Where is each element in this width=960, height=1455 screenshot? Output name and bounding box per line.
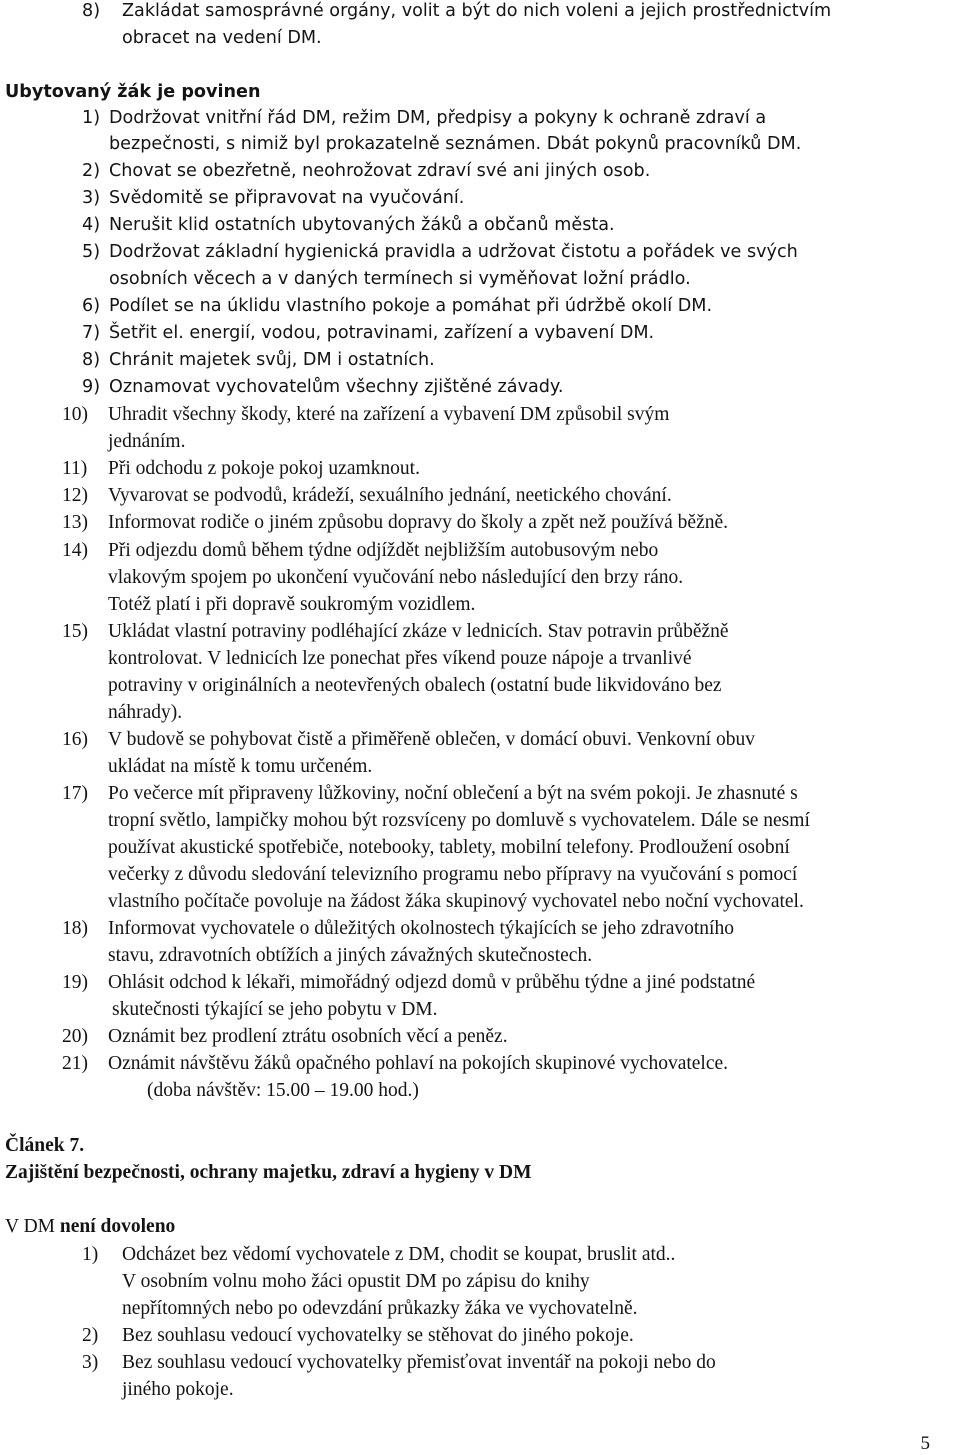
duty-line: Dodržovat vnitřní řád DM, režim DM, předpisy a pokyny k ochraně zdraví a	[109, 108, 767, 128]
duty-line: Vyvarovat se podvodů, krádeží, sexuálního jednání, neetického chování.	[108, 485, 672, 506]
duty-line: Ukládat vlastní potraviny podléhající zkáze v lednicích. Stav potravin průběžně	[108, 621, 729, 642]
duty-number: 1)	[82, 108, 101, 128]
duty-line: Šetřit el. energií, vodou, potravinami, zařízení a vybavení DM.	[109, 323, 655, 343]
duty-line: Po večerce mít připraveny lůžkoviny, noční oblečení a být na svém pokoji. Je zhasnuté s	[108, 783, 798, 804]
duty-number: 12)	[62, 485, 88, 506]
duty-line: tropní světlo, lampičky mohou být rozsvíceny po domluvě s vychovatelem. Dále se nesmí	[108, 810, 810, 831]
duty-line: večerky z důvodu sledování televizního programu nebo přípravy na vyučování s pomocí	[108, 864, 798, 885]
duty-line: Oznamovat vychovatelům všechny zjištěné závady.	[109, 377, 564, 397]
duty-number: 11)	[62, 458, 88, 479]
duty-number: 17)	[62, 783, 88, 804]
duty-number: 2)	[82, 161, 101, 181]
rule-number: 1)	[82, 1244, 99, 1265]
duty-line: Ohlásit odchod k lékaři, mimořádný odjezd domů v průběhu týdne a jiné podstatné	[108, 972, 756, 993]
duty-number: 10)	[62, 404, 88, 425]
rule-line: Bez souhlasu vedoucí vychovatelky přemisťovat inventář na pokoji nebo do	[122, 1352, 716, 1373]
top-item-line: obracet na vedení DM.	[122, 28, 322, 48]
duty-number: 4)	[82, 215, 101, 235]
duty-line: Oznámit bez prodlení ztrátu osobních věcí a peněz.	[108, 1026, 508, 1047]
duty-number: 3)	[82, 188, 101, 208]
page-number: 5	[920, 1433, 930, 1454]
duty-line: Při odjezdu domů během týdne odjíždět nejbližším autobusovým nebo	[108, 540, 659, 561]
duty-number: 8)	[82, 350, 101, 370]
duty-number: 19)	[62, 972, 88, 993]
duty-line: jednáním.	[108, 431, 186, 452]
duty-line: (doba návštěv: 15.00 – 19.00 hod.)	[147, 1080, 419, 1101]
duty-number: 20)	[62, 1026, 88, 1047]
duty-line: Informovat rodiče o jiném způsobu dopravy do školy a zpět než používá běžně.	[108, 512, 729, 533]
duty-number: 6)	[82, 296, 101, 316]
rule-number: 3)	[82, 1352, 99, 1373]
duty-line: V budově se pohybovat čistě a přiměřeně oblečen, v domácí obuvi. Venkovní obuv	[108, 729, 755, 750]
duty-line: Informovat vychovatele o důležitých okolnostech týkajících se jeho zdravotního	[108, 918, 734, 939]
article-intro-plain: V DM	[5, 1216, 60, 1237]
duty-line: skutečnosti týkající se jeho pobytu v DM.	[112, 999, 438, 1020]
rule-line: Bez souhlasu vedoucí vychovatelky se stěhovat do jiného pokoje.	[122, 1325, 634, 1346]
duty-line: osobních věcech a v daných termínech si vyměňovat ložní prádlo.	[109, 269, 691, 289]
duty-number: 5)	[82, 242, 101, 262]
rule-number: 2)	[82, 1325, 99, 1346]
duty-line: Podílet se na úklidu vlastního pokoje a pomáhat při údržbě okolí DM.	[109, 296, 713, 316]
duty-line: Totéž platí i při dopravě soukromým vozidlem.	[108, 594, 476, 615]
duty-line: používat akustické spotřebiče, notebooky, tablety, mobilní telefony. Prodloužení osobní	[108, 837, 790, 858]
duty-line: Dodržovat základní hygienická pravidla a udržovat čistotu a pořádek ve svých	[109, 242, 798, 262]
article-intro	[5, 1217, 175, 1237]
article-intro-bold: není dovoleno	[59, 1216, 176, 1237]
duty-line: Svědomitě se připravovat na vyučování.	[109, 188, 465, 208]
article-number: Článek 7.	[5, 1135, 85, 1156]
duty-line: Chovat se obezřetně, neohrožovat zdraví své ani jiných osob.	[109, 161, 651, 181]
duty-number: 21)	[62, 1053, 88, 1074]
duty-line: Oznámit návštěvu žáků opačného pohlaví na pokojích skupinové vychovatelce.	[108, 1053, 729, 1074]
duty-number: 15)	[62, 621, 88, 642]
rule-line: V osobním volnu moho žáci opustit DM po zápisu do knihy	[122, 1271, 590, 1292]
duty-line: potraviny v originálních a neotevřených obalech (ostatní bude likvidováno bez	[108, 675, 722, 696]
duty-number: 14)	[62, 540, 88, 561]
duty-line: ukládat na místě k tomu určeném.	[108, 756, 373, 777]
duty-line: bezpečnosti, s nimiž byl prokazatelně seznámen. Dbát pokynů pracovníků DM.	[109, 134, 802, 154]
duties-heading: Ubytovaný žák je povinen	[5, 82, 261, 102]
duty-line: Uhradit všechny škody, které na zařízení a vybavení DM způsobil svým	[108, 404, 670, 425]
duty-line: Chránit majetek svůj, DM i ostatních.	[109, 350, 435, 370]
duty-number: 16)	[62, 729, 88, 750]
duty-line: kontrolovat. V lednicích lze ponechat přes víkend pouze nápoje a trvanlivé	[108, 648, 692, 669]
duty-number: 9)	[82, 377, 101, 397]
duty-line: vlastního počítače povoluje na žádost žáka skupinový vychovatel nebo noční vychovatel.	[108, 891, 804, 912]
duty-line: Nerušit klid ostatních ubytovaných žáků a občanů města.	[109, 215, 615, 235]
top-item-line: Zakládat samosprávné orgány, volit a být do nich voleni a jejich prostřednictvím	[122, 1, 832, 21]
rule-line: Odcházet bez vědomí vychovatele z DM, chodit se koupat, bruslit atd..	[122, 1244, 676, 1265]
duty-line: náhrady).	[108, 702, 183, 723]
article-title: Zajištění bezpečnosti, ochrany majetku, zdraví a hygieny v DM	[5, 1162, 532, 1183]
rule-line: jiného pokoje.	[122, 1379, 234, 1400]
rule-line: nepřítomných nebo po odevzdání průkazky žáka ve vychovatelně.	[122, 1298, 638, 1319]
duty-number: 7)	[82, 323, 101, 343]
duty-number: 13)	[62, 512, 88, 533]
duty-line: stavu, zdravotních obtížích a jiných závažných skutečnostech.	[108, 945, 593, 966]
duty-number: 18)	[62, 918, 88, 939]
top-item-number: 8)	[82, 1, 101, 21]
duty-line: Při odchodu z pokoje pokoj uzamknout.	[108, 458, 420, 479]
duty-line: vlakovým spojem po ukončení vyučování nebo následující den brzy ráno.	[108, 567, 684, 588]
